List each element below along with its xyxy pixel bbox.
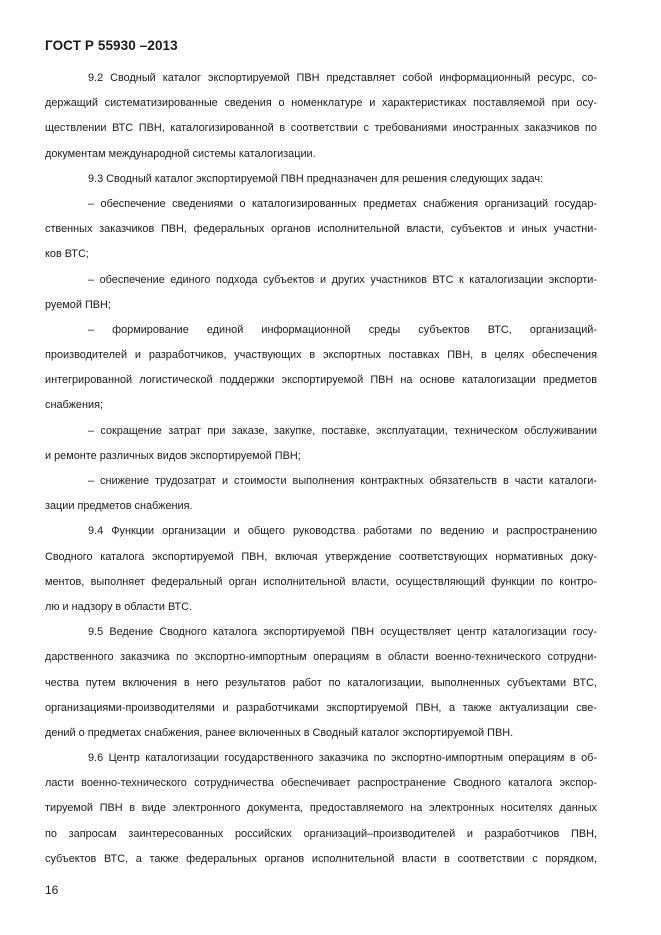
text-line: чества путем включения в него результатов работ по каталогизации, выполненных субъектами ВТС, [45, 676, 597, 689]
text-line: 9.3 Сводный каталог экспортируемой ПВН предназначен для решения следующих задач: [88, 172, 544, 185]
text-line: дений о предметах снабжения, ранее включенных в Сводный каталог экспортируемой ПВН. [45, 726, 514, 739]
text-line: 9.6 Центр каталогизации государственного заказчика по экспортно-импортным операциям в об- [88, 752, 597, 765]
text-line: ственных заказчиков ПВН, федеральных органов исполнительной власти, субъектов и иных участни- [45, 223, 597, 236]
text-line: дарственного заказчика по экспортно-импортным операциям в области военно-технического сотрудни- [45, 651, 597, 664]
text-line: ласти военно-технического сотрудничества обеспечивает распространение Сводного каталога экспор- [45, 777, 597, 790]
text-line: руемой ПВН; [45, 298, 111, 311]
page-number: 16 [45, 883, 59, 897]
text-line: документам международной системы каталогизации. [45, 147, 316, 160]
text-line: – формирование единой информационной среды субъектов ВТС, организаций- [88, 323, 597, 336]
text-line: организациями-производителями и разработчиками экспортируемой ПВН, а также актуализации све- [45, 701, 597, 714]
text-line: производителей и разработчиков, участвующих в экспортных поставках ПВН, в целях обеспечения [45, 349, 597, 362]
text-line: – обеспечение единого подхода субъектов и других участников ВТС к каталогизации экспорти- [88, 273, 597, 286]
text-line: тируемой ПВН в виде электронного документа, предоставляемого на электронных носителях данных [45, 802, 597, 815]
document-header: ГОСТ Р 55930 –2013 [45, 38, 178, 53]
text-line: ков ВТС; [45, 248, 89, 261]
text-line: по запросам заинтересованных российских организаций–производителей и разработчиков ПВН, [45, 827, 597, 840]
text-line: интегрированной логистической поддержки экспортируемой ПВН на основе каталогизации предметов [45, 374, 597, 387]
text-line: 9.2 Сводный каталог экспортируемой ПВН представляет собой информационный ресурс, со- [88, 72, 597, 84]
document-body [45, 66, 597, 872]
text-line: 9.5 Ведение Сводного каталога экспортируемой ПВН осуществляет центр каталогизации госу- [88, 626, 597, 639]
text-line: – снижение трудозатрат и стоимости выполнения контрактных обязательств в части каталоги- [88, 475, 597, 487]
text-line: ществлении ВТС ПВН, каталогизированной в соответствии с требованиями иностранных заказчиков по [45, 122, 597, 135]
text-line: 9.4 Функции организации и общего руководства работами по ведению и распространению [88, 525, 597, 538]
text-line: лю и надзору в области ВТС. [45, 600, 193, 613]
text-line: и ремонте различных видов экспортируемой ПВН; [45, 449, 301, 462]
text-line: держащий систематизированные сведения о номенклатуре и характеристиках поставляемой при осу- [45, 97, 597, 110]
text-line: субъектов ВТС, а также федеральных органов исполнительной власти в соответствии с порядком, [45, 852, 597, 865]
text-line: снабжения; [45, 399, 103, 412]
text-line: зации предметов снабжения. [45, 500, 193, 513]
text-line: ментов, выполняет федеральный орган исполнительной власти, осуществляющий функции по контро- [45, 575, 597, 588]
text-line: Сводного каталога экспортируемой ПВН, включая утверждение соответствующих нормативных доку- [45, 550, 597, 563]
text-line: – сокращение затрат при заказе, закупке, поставке, эксплуатации, техническом обслуживании [88, 424, 597, 437]
text-line: – обеспечение сведениями о каталогизированных предметах снабжения организаций государ- [88, 197, 597, 210]
